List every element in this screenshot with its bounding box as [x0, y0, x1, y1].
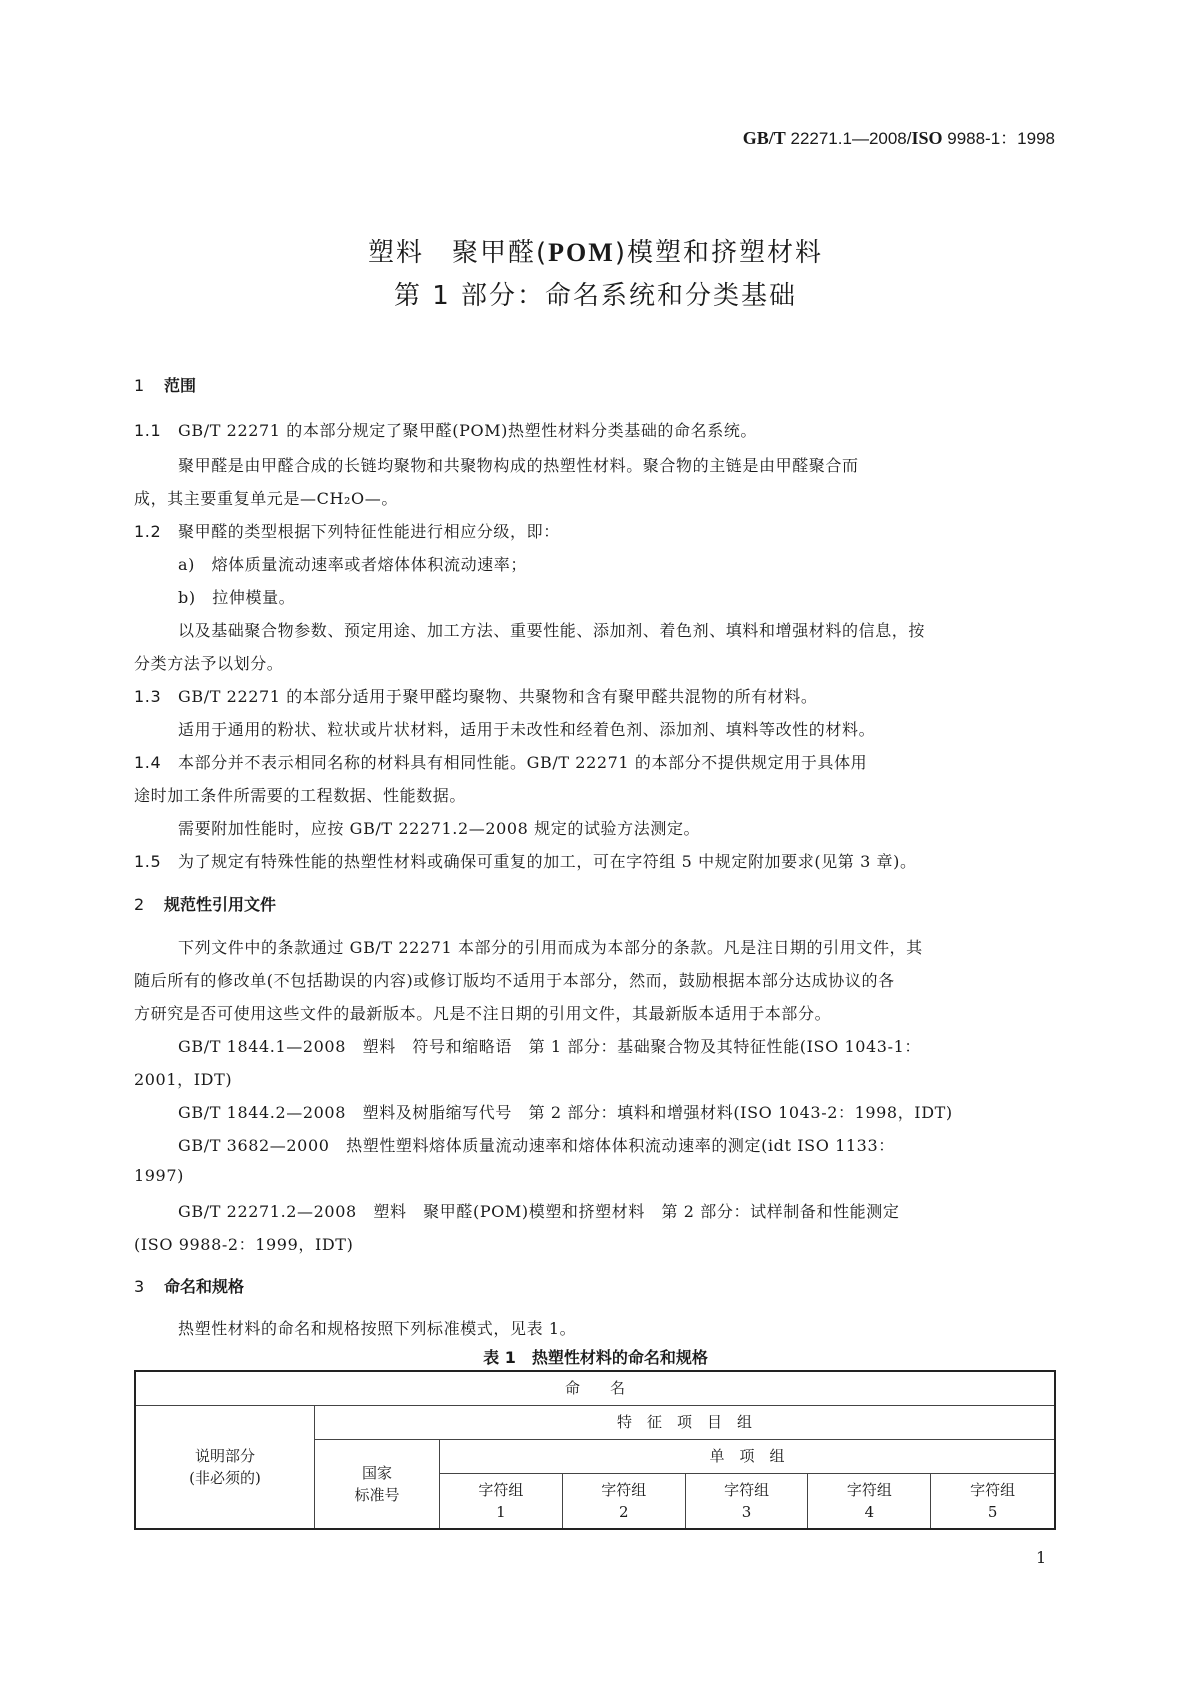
paragraph: 聚甲醛是由甲醛合成的长链均聚物和共聚物构成的热塑性材料。聚合物的主链是由甲醛聚合而 — [178, 456, 859, 475]
paragraph: 下列文件中的条款通过 GB/T 22271 本部分的引用而成为本部分的条款。凡是注日期的引用文件，其 — [178, 938, 923, 957]
table-cell-national-standard — [315, 1439, 440, 1529]
reference-item: GB/T 22271.2—2008 塑料 聚甲醛(POM)模塑和挤塑材料 第 2 部分：试样制备和性能测定 — [178, 1202, 900, 1221]
page-title — [0, 232, 1191, 269]
cell-text: 说明部分 — [194, 1446, 255, 1465]
table-cell-char-group-3 — [685, 1473, 808, 1529]
page-subtitle: 第 1 部分：命名系统和分类基础 — [393, 281, 798, 311]
section-title: 规范性引用文件 — [164, 895, 277, 914]
reference-item: GB/T 3682—2000 热塑性塑料熔体质量流动速率和熔体体积流动速率的测定(idt ISO 1133： — [178, 1136, 895, 1155]
clause-1-2 — [134, 519, 560, 542]
cell-text: 1 — [496, 1502, 506, 1521]
cell-text: 字符组 — [970, 1480, 1016, 1499]
reference-item: (ISO 9988-2：1999，IDT) — [134, 1235, 354, 1254]
clause-text: 聚甲醛的类型根据下列特征性能进行相应分级，即： — [178, 522, 560, 541]
clause-1-1 — [134, 418, 757, 441]
clause-text: 本部分并不表示相同名称的材料具有相同性能。GB/T 22271 的本部分不提供规定用于具体用 — [178, 753, 868, 772]
paragraph: 适用于通用的粉状、粒状或片状材料，适用于未改性和经着色剂、添加剂、填料等改性的材料。 — [178, 720, 876, 739]
doc-id-prefix: GB/T — [742, 128, 786, 148]
paragraph: 热塑性材料的命名和规格按照下列标准模式，见表 1。 — [178, 1319, 577, 1338]
paragraph: 需要附加性能时，应按 GB/T 22271.2—2008 规定的试验方法测定。 — [178, 819, 701, 838]
reference-item: 2001，IDT) — [134, 1070, 233, 1089]
cell-text: 字符组 — [724, 1480, 770, 1499]
table-cell-char-group-1 — [440, 1473, 563, 1529]
cell-text: 国家 — [361, 1463, 392, 1482]
title-part: )模塑和挤塑材料 — [614, 238, 823, 268]
clause-1-5 — [134, 849, 917, 872]
cell-text: 4 — [864, 1502, 875, 1521]
section-number: 2 — [134, 895, 145, 914]
section-title: 命名和规格 — [164, 1277, 245, 1296]
section-title: 范围 — [164, 376, 197, 395]
page-number: 1 — [1036, 1548, 1047, 1567]
paragraph: 成，其主要重复单元是—CH₂O—。 — [134, 489, 398, 508]
cell-text: (非必须的) — [189, 1468, 261, 1487]
clause-text: GB/T 22271 的本部分规定了聚甲醛(POM)热塑性材料分类基础的命名系统。 — [178, 421, 758, 440]
document-id — [743, 124, 1055, 149]
cell-text: 3 — [741, 1502, 752, 1521]
doc-id-number: 22271.1—2008/ — [785, 129, 912, 148]
table-header-naming: 命 名 — [135, 1371, 1055, 1405]
clause-1-3 — [134, 684, 817, 707]
title-part: POM — [548, 238, 615, 267]
cell-text: 5 — [987, 1502, 998, 1521]
section-number: 1 — [134, 376, 145, 395]
paragraph: 途时加工条件所需要的工程数据、性能数据。 — [134, 786, 467, 805]
table-cell-description — [135, 1405, 315, 1529]
clause-number: 1.5 — [134, 852, 162, 871]
section-number: 3 — [134, 1277, 145, 1296]
reference-item: GB/T 1844.2—2008 塑料及树脂缩写代号 第 2 部分：填料和增强材料(ISO 1043-2：1998，IDT) — [178, 1103, 953, 1122]
cell-text: 字符组 — [601, 1480, 647, 1499]
paragraph: 随后所有的修改单(不包括勘误的内容)或修订版均不适用于本部分，然而，鼓励根据本部分达成协议的各 — [134, 971, 895, 990]
table-cell-char-group-5 — [931, 1473, 1055, 1529]
reference-item: GB/T 1844.1—2008 塑料 符号和缩略语 第 1 部分：基础聚合物及其特征性能(ISO 1043-1： — [178, 1037, 921, 1056]
list-item: a) 熔体质量流动速率或者熔体体积流动速率； — [178, 555, 527, 574]
clause-text: 为了规定有特殊性能的热塑性材料或确保可重复的加工，可在字符组 5 中规定附加要求(见第 3 章)。 — [178, 852, 917, 871]
clause-number: 1.4 — [134, 753, 162, 772]
reference-item: 1997) — [134, 1166, 184, 1185]
cell-text: 字符组 — [478, 1480, 524, 1499]
section-heading-3 — [134, 1274, 244, 1297]
section-heading-2 — [134, 892, 276, 915]
table-caption: 表 1 热塑性材料的命名和规格 — [483, 1348, 708, 1367]
cell-text: 标准号 — [354, 1485, 400, 1504]
clause-number: 1.1 — [134, 421, 162, 440]
clause-text: GB/T 22271 的本部分适用于聚甲醛均聚物、共聚物和含有聚甲醛共混物的所有材料。 — [178, 687, 818, 706]
clause-number: 1.3 — [134, 687, 162, 706]
section-heading-1 — [134, 373, 196, 396]
doc-id-iso: ISO — [911, 128, 943, 148]
clause-1-4 — [134, 750, 867, 773]
clause-number: 1.2 — [134, 522, 162, 541]
table-header-single-group: 单 项 组 — [440, 1439, 1056, 1473]
table-cell-char-group-2 — [562, 1473, 685, 1529]
naming-table — [134, 1370, 1056, 1530]
paragraph: 分类方法予以划分。 — [134, 654, 284, 673]
table-cell-char-group-4 — [808, 1473, 931, 1529]
paragraph: 方研究是否可使用这些文件的最新版本。凡是不注日期的引用文件，其最新版本适用于本部分。 — [134, 1004, 832, 1023]
title-part: 塑料 聚甲醛( — [368, 238, 549, 268]
paragraph: 以及基础聚合物参数、预定用途、加工方法、重要性能、添加剂、着色剂、填料和增强材料的信息，按 — [178, 621, 926, 640]
list-item: b) 拉伸模量。 — [178, 588, 296, 607]
cell-text: 字符组 — [846, 1480, 892, 1499]
doc-id-iso-number: 9988-1：1998 — [942, 129, 1055, 148]
cell-text: 2 — [618, 1502, 629, 1521]
table-header-feature-group: 特 征 项 目 组 — [315, 1405, 1056, 1439]
